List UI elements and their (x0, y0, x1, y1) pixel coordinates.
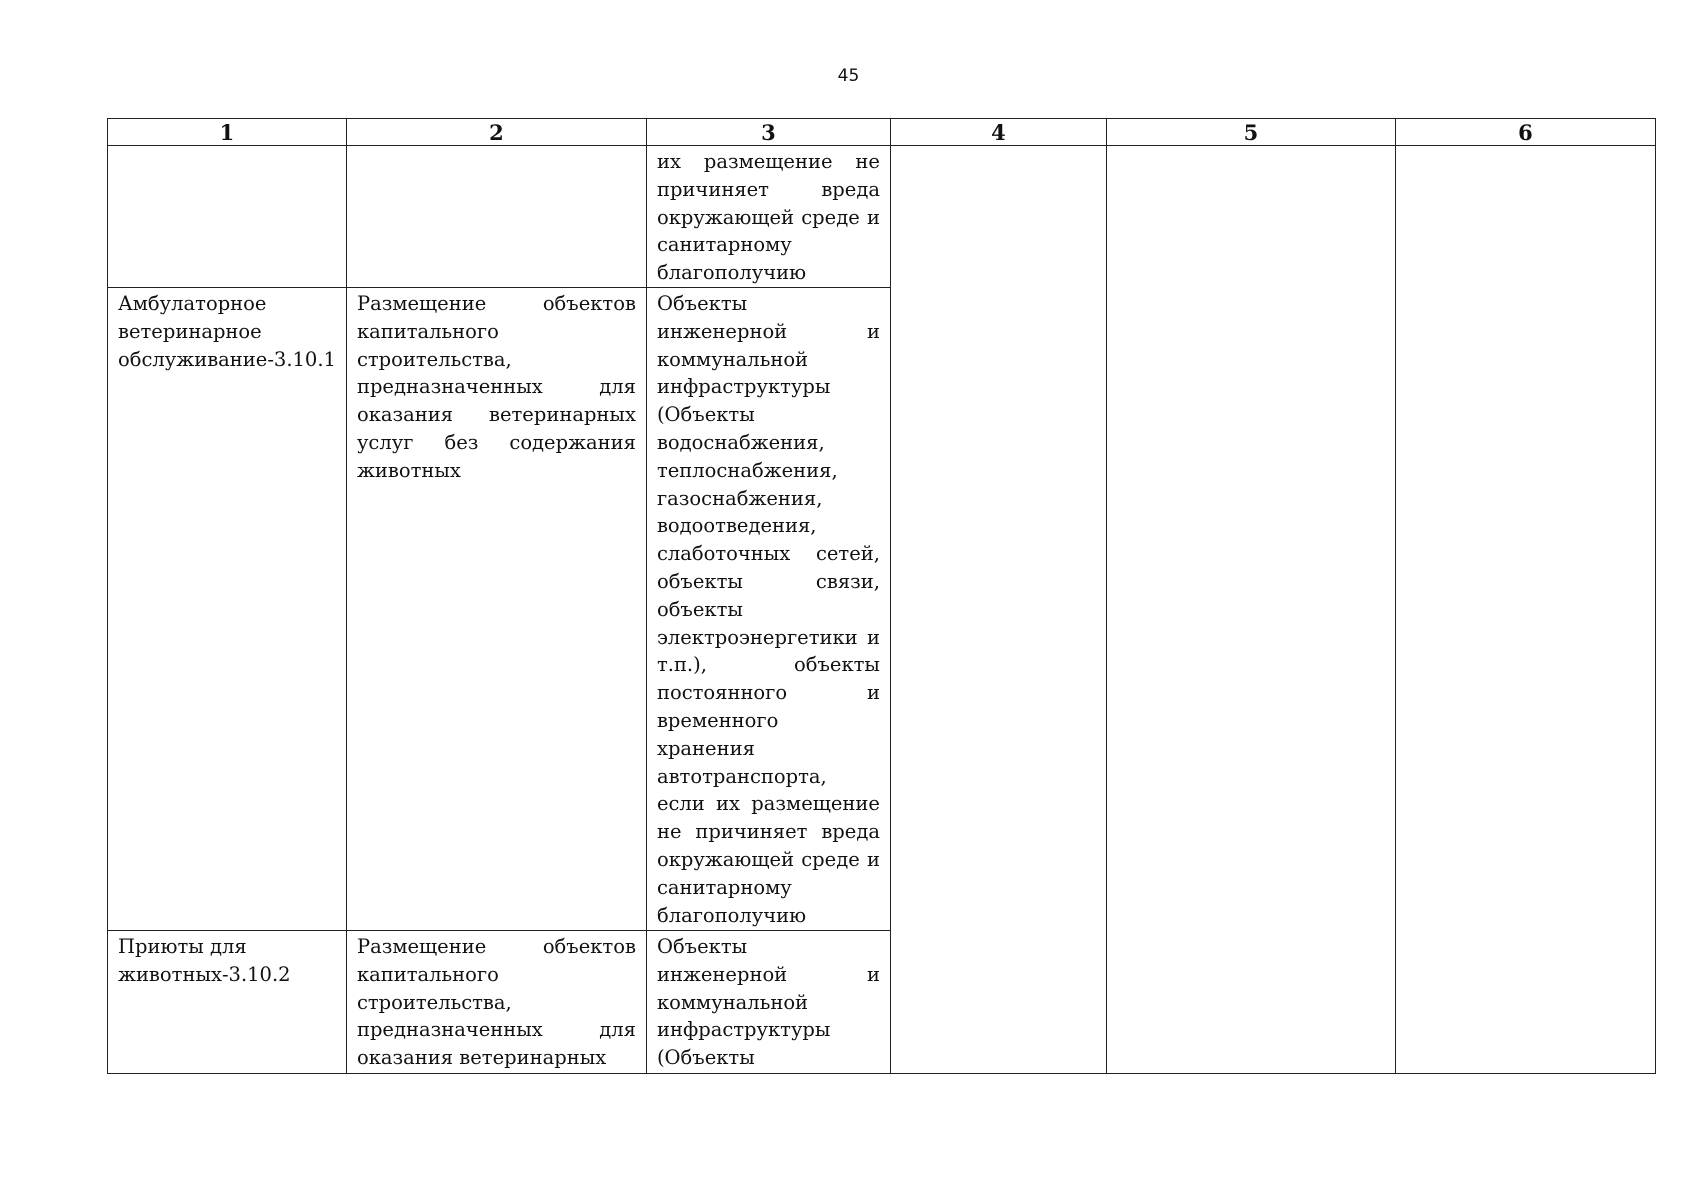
column-header-6: 6 (1395, 119, 1655, 146)
cell-column-6 (1395, 146, 1655, 1074)
cell-type-name: Амбулаторное ветеринарное обслуживание-3.10.1 (108, 287, 347, 930)
column-header-4: 4 (890, 119, 1106, 146)
column-header-3: 3 (646, 119, 890, 146)
cell-auxiliary-uses: Объекты инженерной и коммунальной инфраструктуры (Объекты (646, 930, 890, 1073)
page-number: 45 (837, 66, 860, 86)
table-header-row (108, 119, 1656, 146)
cell-description: Размещение объектов капитального строительства, предназначенных для оказания ветеринарных услуг без содержания животных (346, 287, 646, 930)
cell-type-name: Приюты для животных-3.10.2 (108, 930, 347, 1073)
cell-auxiliary-uses: Объекты инженерной и коммунальной инфраструктуры (Объекты водоснабжения, теплоснабжения, газоснабжения, водоотведения, слаботочных сетей, объекты связи, объекты электроэнергетики и т.п.), объекты постоянного и временного хранения автотранспорта, если их размещение не причиняет вреда окружающей среде и санитарному благополучию (646, 287, 890, 930)
cell-description: Размещение объектов капитального строительства, предназначенных для оказания ветеринарных (346, 930, 646, 1073)
land-use-table (107, 118, 1656, 1074)
cell-column-4 (890, 146, 1106, 1074)
cell-type-name (108, 146, 347, 288)
table-row (108, 146, 1656, 288)
column-header-5: 5 (1106, 119, 1395, 146)
cell-column-5 (1106, 146, 1395, 1074)
column-header-2: 2 (346, 119, 646, 146)
cell-auxiliary-uses: их размещение не причиняет вреда окружающей среде и санитарному благополучию (646, 146, 890, 288)
cell-description (346, 146, 646, 288)
column-header-1: 1 (108, 119, 347, 146)
